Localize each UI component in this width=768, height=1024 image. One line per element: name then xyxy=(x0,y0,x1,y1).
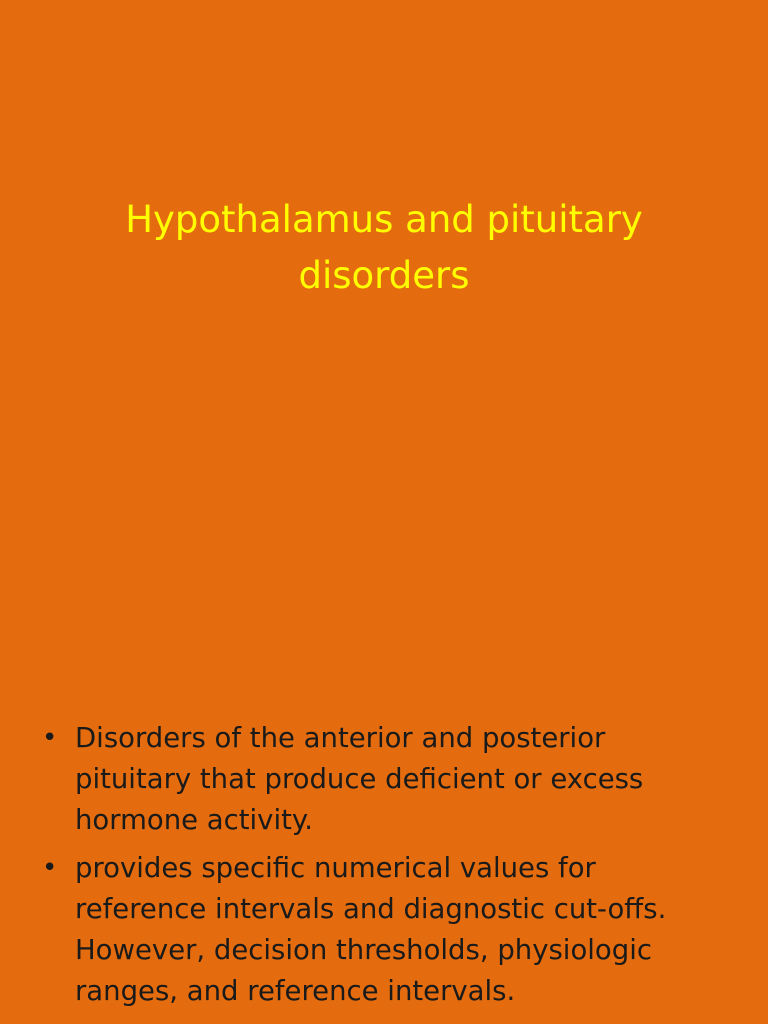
bullet-item xyxy=(40,718,730,841)
slide-title: Hypothalamus and pituitary disorders xyxy=(125,198,643,297)
bullet-item xyxy=(40,848,730,1012)
bullet-text: Disorders of the anterior and posterior pituitary that produce deficient or excess hormone activity. xyxy=(75,722,644,836)
bullet-dot-icon: • xyxy=(42,723,58,753)
bullet-text: provides specific numerical values for reference intervals and diagnostic cut-offs. However, decision thresholds, physiologic ranges, and reference intervals. xyxy=(75,852,667,1007)
bullet-dot-icon: • xyxy=(42,853,58,883)
bullet-list xyxy=(40,718,730,1019)
